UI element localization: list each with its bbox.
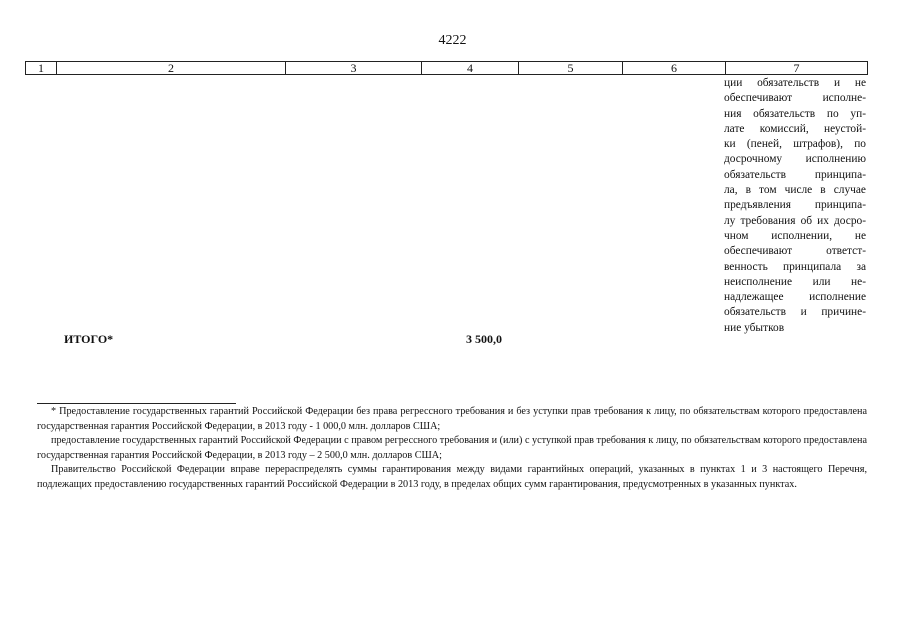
column-header-3: 3 [286, 62, 422, 74]
column-7-line: ния обязательств по уп- [724, 107, 866, 120]
total-label: ИТОГО* [64, 332, 114, 346]
column-7-line: обеспечивают ответст- [724, 245, 866, 258]
column-header-2: 2 [57, 62, 286, 74]
column-7-line: лу требования об их досро- [724, 214, 866, 227]
column-header-5: 5 [519, 62, 623, 74]
column-header-4: 4 [422, 62, 519, 74]
column-7-line: досрочному исполнению [724, 153, 866, 166]
column-7-line: надлежащее исполнение [724, 291, 866, 304]
column-7-line: ла, в том числе в случае [724, 184, 866, 197]
column-7-line: ки (пеней, штрафов), по [724, 138, 866, 151]
footnote-divider [37, 403, 236, 404]
footnote-paragraph: предоставление государственных гарантий Российской Федерации с правом регрессного требования и (или) с уступкой прав требования к лицу, по обязательствам которого предоставлена государственная гарантия Российской Федерации, в 2013 году – 2 500,0 млн. долларов США; [37, 435, 867, 461]
column-7-line: ции обязательств и не [724, 77, 866, 89]
footnotes [37, 405, 867, 493]
column-7-line: венность принципала за [724, 260, 866, 273]
column-header-6: 6 [623, 62, 726, 74]
footnote-paragraph: Правительство Российской Федерации вправе перераспределять суммы гарантирования между видами гарантийных операций, указанных в пунктах 1 и 3 настоящего Перечня, подлежащих предоставлению государственных гарантий Российской Федерации в 2013 году, в пределах общих сумм гарантирования, предусмотренных в указанных пунктах. [37, 464, 867, 490]
column-7-text [724, 76, 866, 336]
column-7-line: неисполнение или не- [724, 275, 866, 288]
column-header-7: 7 [793, 61, 800, 75]
column-7-line: ние убытков [724, 321, 785, 334]
footnote-paragraph: * Предоставление государственных гарантий Российской Федерации без права регрессного требования и без уступки прав требования к лицу, по обязательствам которого предоставлена государственная гарантия Российской Федерации, в 2013 году - 1 000,0 млн. долларов США; [37, 406, 867, 432]
column-7-line: обеспечивают исполне- [724, 92, 866, 105]
column-7-line: обязательств принципа- [724, 168, 866, 181]
column-7-line: предъявления принципа- [724, 199, 866, 212]
column-7-line: обязательств и причине- [724, 306, 866, 319]
page-number: 4222 [438, 33, 467, 48]
total-value: 3 500,0 [466, 332, 502, 346]
column-7-line: чном исполнении, не [724, 229, 866, 242]
column-7-line: лате комиссий, неустой- [724, 122, 866, 135]
column-header-1: 1 [26, 62, 57, 74]
table-header-row [25, 61, 868, 75]
